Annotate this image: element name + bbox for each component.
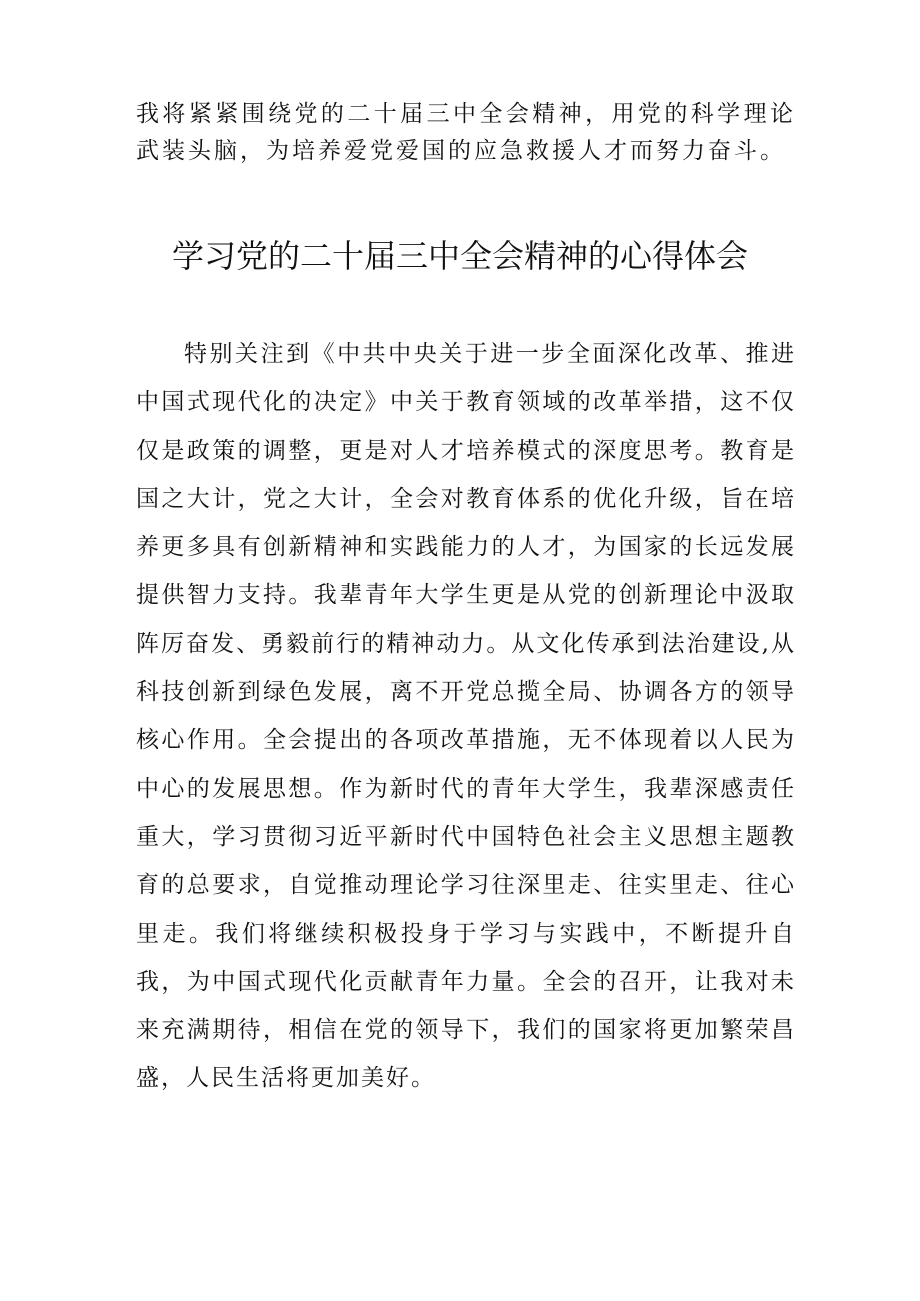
carry-over-paragraph: 我将紧紧围绕党的二十届三中全会精神，用党的科学理论武装头脑，为培养爱党爱国的应急救援人才而努力奋斗。 xyxy=(136,101,796,164)
body-paragraph: 特别关注到《中共中央关于进一步全面深化改革、推进中国式现代化的决定》中关于教育领域的改革举措，这不仅仅是政策的调整，更是对人才培养模式的深度思考。教育是国之大计，党之大计，全会对教育体系的优化升级，旨在培养更多具有创新精神和实践能力的人才，为国家的长远发展提供智力支持。我辈青年大学生更是从党的创新理论中汲取阵厉奋发、勇毅前行的精神动力。从文化传承到法治建设,从科技创新到绿色发展，离不开党总揽全局、协调各方的领导核心作用。全会提出的各项改革措施，无不体现着以人民为中心的发展思想。作为新时代的青年大学生，我辈深感责任重大，学习贯彻习近平新时代中国特色社会主义思想主题教育的总要求，自觉推动理论学习往深里走、往实里走、往心里走。我们将继续积极投身于学习与实践中，不断提升自我，为中国式现代化贡献青年力量。全会的召开，让我对未来充满期待，相信在党的领导下，我们的国家将更加繁荣昌盛，人民生活将更加美好。 xyxy=(136,341,796,1092)
document-title: 学习党的二十届三中全会精神的心得体会 xyxy=(171,237,748,275)
